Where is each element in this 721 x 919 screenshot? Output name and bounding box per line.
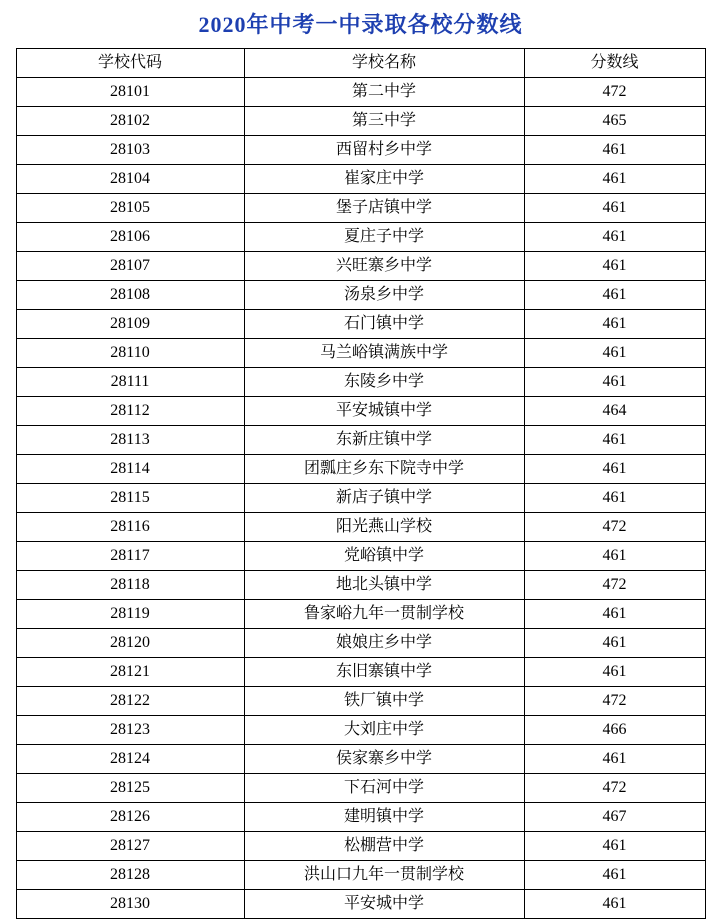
table-row <box>16 310 705 339</box>
cell-school-name: 娘娘庄乡中学 <box>244 629 524 658</box>
cell-school-name: 洪山口九年一贯制学校 <box>244 861 524 890</box>
cell-school-code: 28101 <box>16 78 244 107</box>
table-row <box>16 658 705 687</box>
table-row <box>16 78 705 107</box>
cell-score-line: 461 <box>524 861 705 890</box>
cell-score-line: 461 <box>524 194 705 223</box>
cell-school-name: 汤泉乡中学 <box>244 281 524 310</box>
cell-school-name: 东新庄镇中学 <box>244 426 524 455</box>
table-row <box>16 600 705 629</box>
cell-school-name: 大刘庄中学 <box>244 716 524 745</box>
cell-school-name: 崔家庄中学 <box>244 165 524 194</box>
cell-school-name: 团瓢庄乡东下院寺中学 <box>244 455 524 484</box>
cell-school-code: 28102 <box>16 107 244 136</box>
cell-school-name: 东旧寨镇中学 <box>244 658 524 687</box>
table-row <box>16 339 705 368</box>
cell-score-line: 461 <box>524 832 705 861</box>
cell-score-line: 461 <box>524 542 705 571</box>
cell-school-code: 28105 <box>16 194 244 223</box>
cell-score-line: 461 <box>524 745 705 774</box>
table-row <box>16 194 705 223</box>
table-row <box>16 281 705 310</box>
cell-score-line: 461 <box>524 281 705 310</box>
cell-school-code: 28119 <box>16 600 244 629</box>
table-row <box>16 513 705 542</box>
cell-school-code: 28116 <box>16 513 244 542</box>
cell-school-name: 侯家寨乡中学 <box>244 745 524 774</box>
cell-school-name: 平安城中学 <box>244 890 524 919</box>
cell-school-code: 28124 <box>16 745 244 774</box>
cell-score-line: 467 <box>524 803 705 832</box>
table-row <box>16 861 705 890</box>
cell-score-line: 461 <box>524 484 705 513</box>
column-header-score-line: 分数线 <box>524 49 705 78</box>
table-row <box>16 890 705 919</box>
cell-school-code: 28110 <box>16 339 244 368</box>
column-header-school-code: 学校代码 <box>16 49 244 78</box>
table-body <box>16 78 705 919</box>
cell-school-name: 地北头镇中学 <box>244 571 524 600</box>
cell-score-line: 472 <box>524 513 705 542</box>
table-row <box>16 136 705 165</box>
table-row <box>16 542 705 571</box>
cell-score-line: 461 <box>524 339 705 368</box>
cell-school-code: 28120 <box>16 629 244 658</box>
cell-school-name: 建明镇中学 <box>244 803 524 832</box>
table-row <box>16 687 705 716</box>
cell-school-name: 堡子店镇中学 <box>244 194 524 223</box>
cell-score-line: 461 <box>524 890 705 919</box>
page-title: 2020年中考一中录取各校分数线 <box>198 12 523 37</box>
cell-score-line: 472 <box>524 78 705 107</box>
table-row <box>16 629 705 658</box>
cell-school-name: 石门镇中学 <box>244 310 524 339</box>
table-row <box>16 803 705 832</box>
cell-school-code: 28109 <box>16 310 244 339</box>
cell-school-code: 28123 <box>16 716 244 745</box>
cell-score-line: 461 <box>524 426 705 455</box>
cell-score-line: 466 <box>524 716 705 745</box>
cell-school-name: 兴旺寨乡中学 <box>244 252 524 281</box>
cell-score-line: 464 <box>524 397 705 426</box>
cell-school-code: 28111 <box>16 368 244 397</box>
table-row <box>16 368 705 397</box>
cell-score-line: 461 <box>524 455 705 484</box>
table-row <box>16 107 705 136</box>
cell-school-code: 28130 <box>16 890 244 919</box>
cell-school-code: 28106 <box>16 223 244 252</box>
table-row <box>16 252 705 281</box>
cell-score-line: 461 <box>524 136 705 165</box>
cell-school-code: 28108 <box>16 281 244 310</box>
cell-school-name: 新店子镇中学 <box>244 484 524 513</box>
cell-school-code: 28121 <box>16 658 244 687</box>
table-row <box>16 165 705 194</box>
cell-school-code: 28122 <box>16 687 244 716</box>
table-header-row <box>16 49 705 78</box>
cell-school-name: 第三中学 <box>244 107 524 136</box>
table-row <box>16 455 705 484</box>
cell-school-code: 28127 <box>16 832 244 861</box>
cell-school-code: 28115 <box>16 484 244 513</box>
table-row <box>16 397 705 426</box>
cell-school-name: 阳光燕山学校 <box>244 513 524 542</box>
cell-score-line: 472 <box>524 687 705 716</box>
cell-school-code: 28113 <box>16 426 244 455</box>
cell-school-code: 28103 <box>16 136 244 165</box>
cell-school-name: 党峪镇中学 <box>244 542 524 571</box>
cell-school-code: 28126 <box>16 803 244 832</box>
cell-score-line: 461 <box>524 600 705 629</box>
cell-school-code: 28114 <box>16 455 244 484</box>
cell-school-name: 第二中学 <box>244 78 524 107</box>
table-row <box>16 223 705 252</box>
cell-school-name: 马兰峪镇满族中学 <box>244 339 524 368</box>
cell-school-code: 28118 <box>16 571 244 600</box>
cell-score-line: 461 <box>524 252 705 281</box>
table-row <box>16 745 705 774</box>
cell-score-line: 461 <box>524 629 705 658</box>
cell-school-code: 28107 <box>16 252 244 281</box>
cell-school-code: 28125 <box>16 774 244 803</box>
cell-score-line: 461 <box>524 658 705 687</box>
cell-school-code: 28117 <box>16 542 244 571</box>
cell-school-name: 东陵乡中学 <box>244 368 524 397</box>
cell-school-name: 夏庄子中学 <box>244 223 524 252</box>
table-row <box>16 484 705 513</box>
column-header-school-name: 学校名称 <box>244 49 524 78</box>
cell-school-name: 平安城镇中学 <box>244 397 524 426</box>
cell-school-code: 28112 <box>16 397 244 426</box>
table-row <box>16 426 705 455</box>
cell-score-line: 472 <box>524 571 705 600</box>
cell-school-name: 铁厂镇中学 <box>244 687 524 716</box>
cell-score-line: 461 <box>524 223 705 252</box>
cell-school-name: 西留村乡中学 <box>244 136 524 165</box>
table-row <box>16 774 705 803</box>
table-row <box>16 832 705 861</box>
cell-score-line: 461 <box>524 368 705 397</box>
cell-school-code: 28128 <box>16 861 244 890</box>
table-row <box>16 716 705 745</box>
cell-school-name: 鲁家峪九年一贯制学校 <box>244 600 524 629</box>
table-header <box>16 49 705 78</box>
cell-score-line: 465 <box>524 107 705 136</box>
cell-school-name: 下石河中学 <box>244 774 524 803</box>
cell-school-name: 松棚营中学 <box>244 832 524 861</box>
cell-score-line: 461 <box>524 165 705 194</box>
cell-school-code: 28104 <box>16 165 244 194</box>
cell-score-line: 472 <box>524 774 705 803</box>
admission-score-table <box>16 48 706 919</box>
table-row <box>16 571 705 600</box>
cell-score-line: 461 <box>524 310 705 339</box>
